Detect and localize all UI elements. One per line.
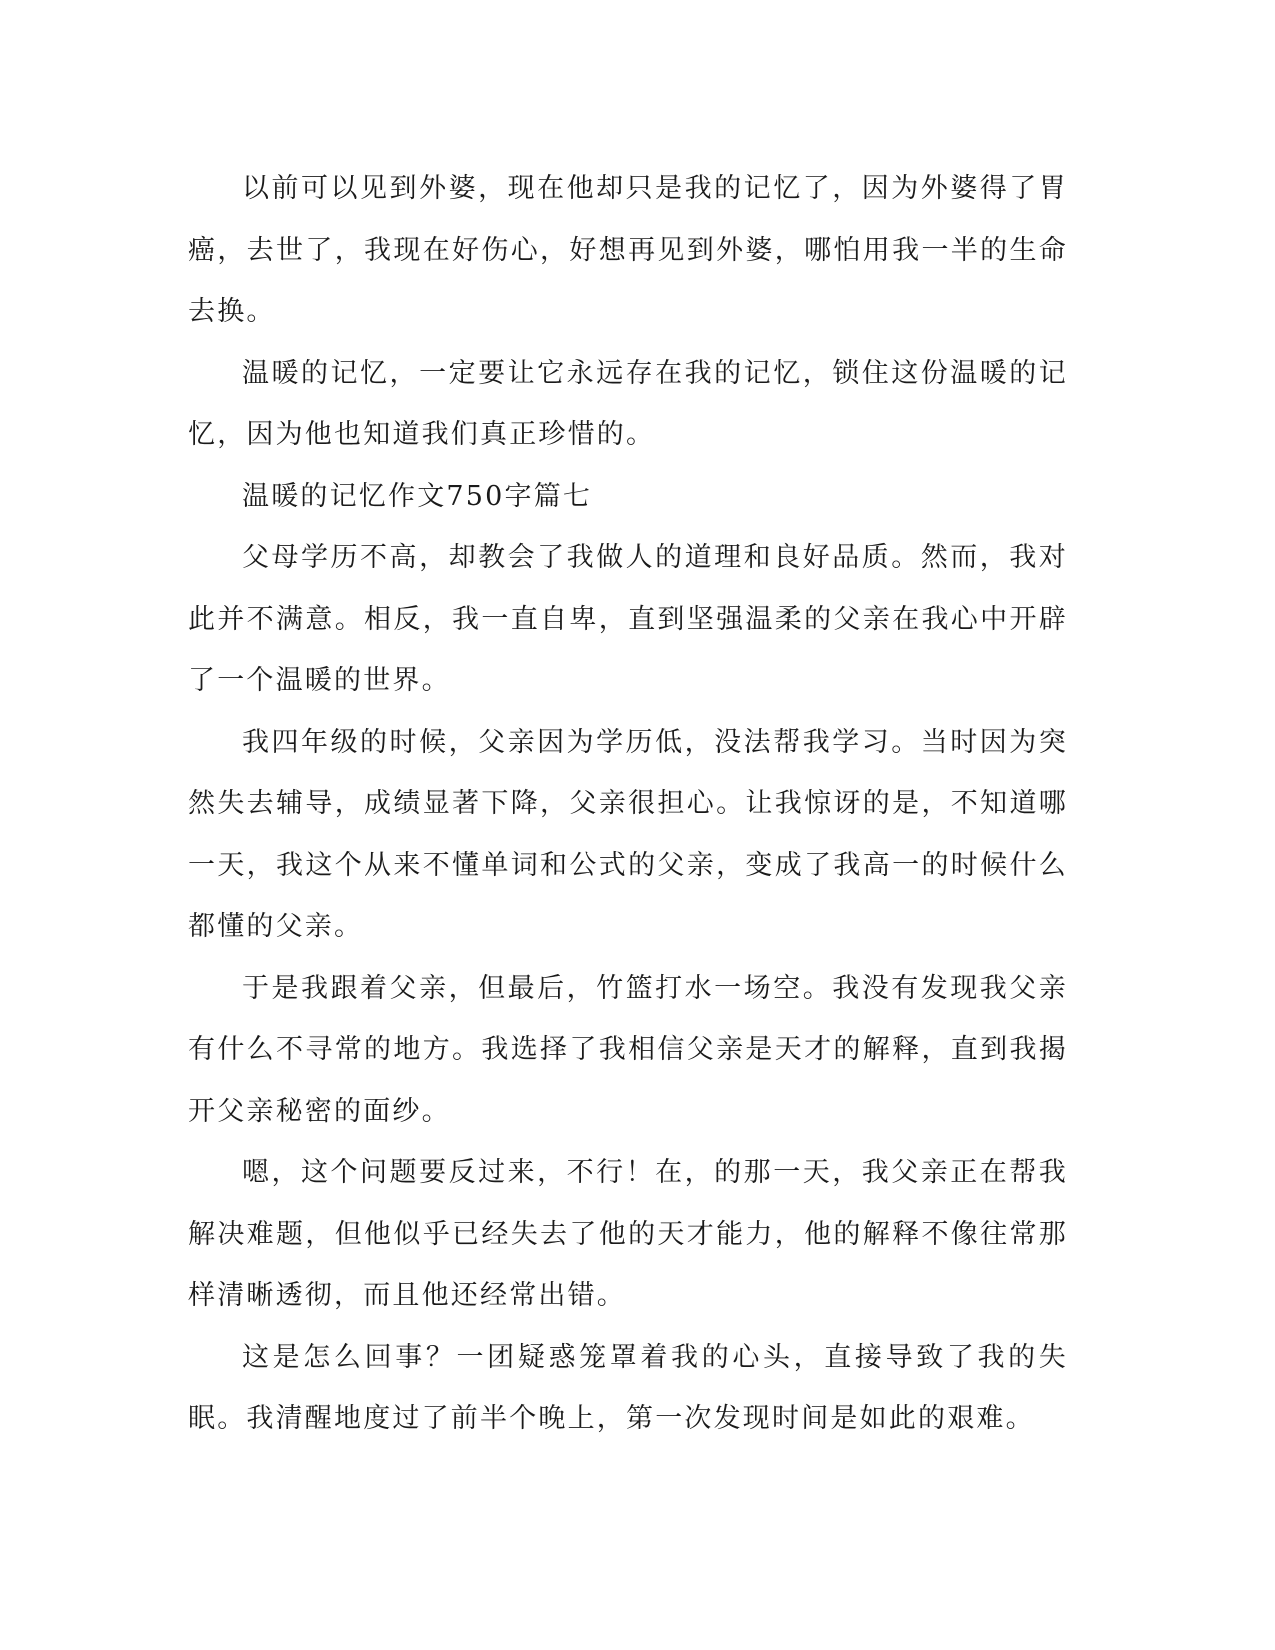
paragraph: 父母学历不高，却教会了我做人的道理和良好品质。然而，我对此并不满意。相反，我一直自卑，直到坚强温柔的父亲在我心中开辟了一个温暖的世界。 xyxy=(188,542,1068,696)
paragraph: 温暖的记忆，一定要让它永远存在我的记忆，锁住这份温暖的记忆，因为他也知道我们真正珍惜的。 xyxy=(188,357,1068,450)
section-heading: 温暖的记忆作文750字篇七 xyxy=(242,480,593,512)
paragraph: 这是怎么回事？一团疑惑笼罩着我的心头，直接导致了我的失眠。我清醒地度过了前半个晚上，第一次发现时间是如此的艰难。 xyxy=(188,1341,1068,1434)
paragraph: 于是我跟着父亲，但最后，竹篮打水一场空。我没有发现我父亲有什么不寻常的地方。我选择了我相信父亲是天才的解释，直到我揭开父亲秘密的面纱。 xyxy=(188,972,1068,1127)
paragraph: 以前可以见到外婆，现在他却只是我的记忆了，因为外婆得了胃癌，去世了，我现在好伤心，好想再见到外婆，哪怕用我一半的生命去换。 xyxy=(188,173,1068,327)
paragraph: 我四年级的时候，父亲因为学历低，没法帮我学习。当时因为突然失去辅导，成绩显著下降，父亲很担心。让我惊讶的是，不知道哪一天，我这个从来不懂单词和公式的父亲，变成了我高一的时候什么都懂的父亲。 xyxy=(188,726,1068,942)
paragraph: 嗯，这个问题要反过来，不行！在，的那一天，我父亲正在帮我解决难题，但他似乎已经失去了他的天才能力，他的解释不像往常那样清晰透彻，而且他还经常出错。 xyxy=(188,1157,1068,1311)
document-body xyxy=(188,158,1068,1450)
